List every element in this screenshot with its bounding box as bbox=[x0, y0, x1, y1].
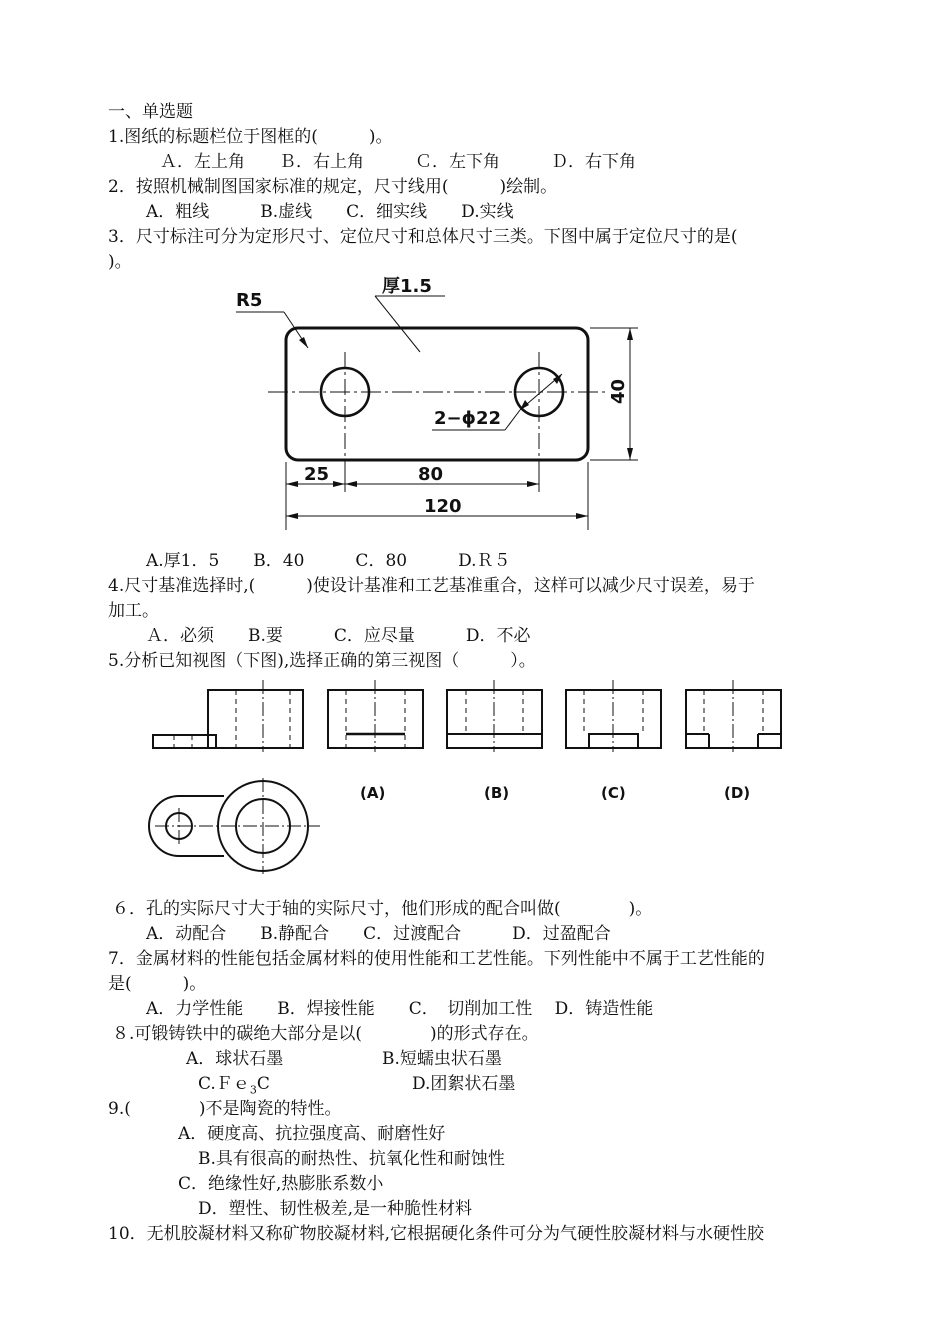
question-7-stem-line2: 是( )。 bbox=[108, 974, 207, 994]
plate-outline bbox=[286, 328, 588, 460]
label-option-a: (A) bbox=[360, 784, 386, 802]
dim-40: 40 bbox=[608, 378, 629, 404]
question-10-stem: 10．无机胶凝材料又称矿物胶凝材料,它根据硬化条件可分为气硬性胶凝材料与水硬性胶 bbox=[108, 1224, 765, 1244]
question-8-option-d: D.团絮状石墨 bbox=[412, 1074, 516, 1094]
question-1-stem: 1.图纸的标题栏位于图框的( )。 bbox=[108, 127, 393, 147]
question-3-figure bbox=[220, 272, 660, 542]
question-3-options: A.厚1．5 B．40 C．80 D.Ｒ５ bbox=[146, 551, 511, 571]
question-1-options: Ａ．左上角 Ｂ．右上角 Ｃ．左下角 Ｄ．右下角 bbox=[160, 152, 636, 172]
dim-25: 25 bbox=[304, 464, 330, 485]
question-7-options: A．力学性能 B．焊接性能 C． 切削加工性 D．铸造性能 bbox=[146, 999, 654, 1019]
question-9-option-c: C．绝缘性好,热膨胀系数小 bbox=[178, 1174, 384, 1194]
label-holes: 2−ϕ22 bbox=[434, 408, 501, 429]
question-8-stem: ８.可锻铸铁中的碳绝大部分是以( )的形式存在。 bbox=[112, 1024, 539, 1044]
question-8-option-c: C.Ｆｅ$_3$C bbox=[198, 1074, 270, 1097]
label-r5: R5 bbox=[236, 290, 263, 311]
question-9-option-b: B.具有很高的耐热性、抗氧化性和耐蚀性 bbox=[198, 1149, 505, 1169]
question-2-options: A．粗线 B.虚线 C．细实线 D.实线 bbox=[146, 202, 514, 222]
label-option-d: (D) bbox=[724, 784, 751, 802]
label-option-c: (C) bbox=[601, 784, 626, 802]
question-6-options: A．动配合 B.静配合 C．过渡配合 D．过盈配合 bbox=[146, 924, 611, 944]
section-title: 一、单选题 bbox=[108, 102, 193, 122]
question-5-figure bbox=[145, 680, 790, 875]
question-9-option-d: D．塑性、韧性极差,是一种脆性材料 bbox=[198, 1199, 473, 1219]
question-4-stem-line2: 加工。 bbox=[108, 601, 159, 621]
question-3-stem-line2: )。 bbox=[108, 252, 132, 272]
label-thickness: 厚1.5 bbox=[382, 276, 432, 297]
question-9-stem: 9.( )不是陶瓷的特性。 bbox=[108, 1099, 342, 1119]
dim-120: 120 bbox=[424, 496, 462, 517]
question-3-stem-line1: 3．尺寸标注可分为定形尺寸、定位尺寸和总体尺寸三类。下图中属于定位尺寸的是( bbox=[108, 227, 738, 247]
question-8-option-a: A．球状石墨 bbox=[186, 1049, 284, 1069]
question-4-options: Ａ．必须 B.要 C．应尽量 D．不必 bbox=[146, 626, 531, 646]
question-8-option-b: B.短蠕虫状石墨 bbox=[382, 1049, 502, 1069]
label-option-b: (B) bbox=[484, 784, 510, 802]
question-5-stem: 5.分析已知视图（下图),选择正确的第三视图（ ）。 bbox=[108, 651, 536, 671]
question-9-option-a: A．硬度高、抗拉强度高、耐磨性好 bbox=[178, 1124, 446, 1144]
question-4-stem-line1: 4.尺寸基准选择时,( )使设计基准和工艺基准重合，这样可以减少尺寸误差，易于 bbox=[108, 576, 755, 596]
question-7-stem-line1: 7．金属材料的性能包括金属材料的使用性能和工艺性能。下列性能中不属于工艺性能的 bbox=[108, 949, 765, 969]
question-6-stem: ６．孔的实际尺寸大于轴的实际尺寸，他们形成的配合叫做( )。 bbox=[112, 899, 653, 919]
question-2-stem: 2．按照机械制图国家标准的规定，尺寸线用( )绘制。 bbox=[108, 177, 558, 197]
dim-80: 80 bbox=[418, 464, 444, 485]
